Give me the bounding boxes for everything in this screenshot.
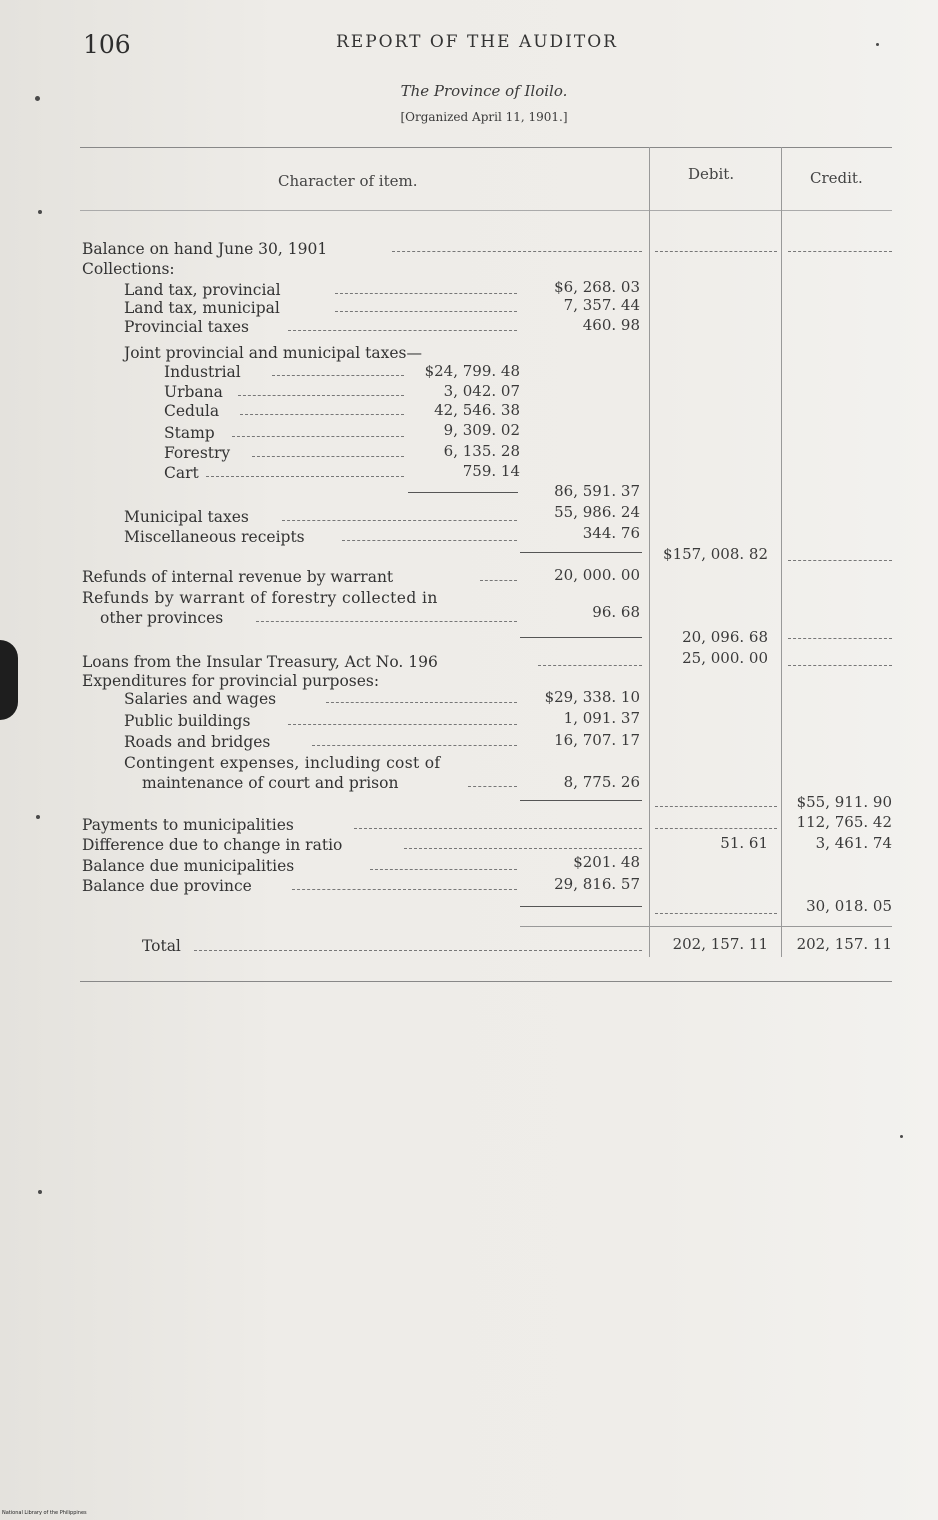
- row-label: Collections:: [82, 260, 175, 278]
- subtotal-value: 3, 042. 07: [443, 382, 520, 400]
- row-label: Balance due municipalities: [82, 857, 295, 875]
- row-label: Roads and bridges: [124, 733, 271, 751]
- total-rule: [520, 906, 642, 907]
- leader-dots: [288, 724, 517, 725]
- table-bottom-rule: [80, 981, 892, 982]
- credit-value: 112, 765. 42: [796, 813, 892, 831]
- table-header-rule: [80, 210, 892, 211]
- leader-dots: [335, 293, 517, 294]
- leader-dots: [256, 621, 517, 622]
- amount-value: $29, 338. 10: [544, 688, 640, 706]
- subtotal-value: 9, 309. 02: [443, 421, 520, 439]
- page-number: 106: [83, 30, 131, 59]
- leader-dots: [788, 560, 892, 561]
- leader-dots: [788, 638, 892, 639]
- leader-dots: [538, 665, 642, 666]
- debit-value: $157, 008. 82: [663, 545, 768, 563]
- debit-value: 51. 61: [720, 834, 768, 852]
- total-rule: [520, 637, 642, 638]
- column-header-item: Character of item.: [278, 172, 418, 190]
- leader-dots: [326, 702, 517, 703]
- leader-dots: [288, 330, 517, 331]
- row-label: Balance due province: [82, 877, 252, 895]
- leader-dots: [335, 311, 517, 312]
- row-label: Industrial: [164, 363, 241, 381]
- section-subtitle: The Province of Iloilo.: [400, 82, 568, 100]
- subtotal-rule: [408, 492, 518, 493]
- amount-value: 96. 68: [592, 603, 640, 621]
- leader-dots: [655, 828, 777, 829]
- speck: [38, 1190, 42, 1194]
- leader-dots: [655, 913, 777, 914]
- page-binding-shadow: [0, 640, 18, 720]
- leader-dots: [194, 950, 642, 951]
- page-title: REPORT OF THE AUDITOR: [336, 32, 618, 52]
- total-rule: [520, 552, 642, 553]
- speck: [38, 210, 42, 214]
- row-label: Loans from the Insular Treasury, Act No. 196: [82, 653, 438, 671]
- total-label: Total: [142, 937, 181, 955]
- total-rule: [520, 800, 642, 801]
- table-top-rule: [80, 147, 892, 148]
- footer-credit: National Library of the Philippines: [2, 1510, 87, 1516]
- speck: [900, 1135, 903, 1138]
- leader-dots: [232, 436, 404, 437]
- leader-dots: [392, 251, 642, 252]
- leader-dots: [354, 828, 642, 829]
- credit-value: 30, 018. 05: [806, 897, 892, 915]
- leader-dots: [206, 476, 404, 477]
- row-label: Land tax, provincial: [124, 281, 281, 299]
- row-label: Expenditures for provincial purposes:: [82, 672, 380, 690]
- total-top-rule: [520, 926, 892, 927]
- leader-dots: [282, 520, 517, 521]
- amount-value: 16, 707. 17: [554, 731, 640, 749]
- amount-value: 29, 816. 57: [554, 875, 640, 893]
- leader-dots: [342, 540, 517, 541]
- leader-dots: [370, 869, 517, 870]
- speck: [35, 96, 40, 101]
- credit-column-divider: [781, 147, 782, 957]
- leader-dots: [655, 251, 777, 252]
- column-header-debit: Debit.: [688, 165, 735, 183]
- subtotal-value: 759. 14: [462, 462, 520, 480]
- row-label: Stamp: [164, 424, 215, 442]
- amount-value: 8, 775. 26: [563, 773, 640, 791]
- row-label: Miscellaneous receipts: [124, 528, 305, 546]
- speck: [36, 815, 40, 819]
- row-label: Cedula: [164, 402, 220, 420]
- leader-dots: [312, 745, 517, 746]
- leader-dots: [655, 806, 777, 807]
- row-label: Municipal taxes: [124, 508, 249, 526]
- credit-value: 3, 461. 74: [815, 834, 892, 852]
- leader-dots: [240, 414, 404, 415]
- column-header-credit: Credit.: [810, 169, 863, 187]
- leader-dots: [468, 786, 517, 787]
- total-debit: 202, 157. 11: [672, 935, 768, 953]
- row-label: Difference due to change in ratio: [82, 836, 343, 854]
- row-label: Provincial taxes: [124, 318, 249, 336]
- credit-value: $55, 911. 90: [796, 793, 892, 811]
- leader-dots: [272, 375, 404, 376]
- amount-value: 344. 76: [582, 524, 640, 542]
- leader-dots: [788, 665, 892, 666]
- amount-value: 55, 986. 24: [554, 503, 640, 521]
- debit-value: 20, 096. 68: [682, 628, 768, 646]
- row-label: Balance on hand June 30, 1901: [82, 240, 328, 258]
- total-credit: 202, 157. 11: [796, 935, 892, 953]
- row-label: Cart: [164, 464, 199, 482]
- amount-value: 7, 357. 44: [563, 296, 640, 314]
- row-label: maintenance of court and prison: [142, 774, 399, 792]
- subtotal-value: $24, 799. 48: [424, 362, 520, 380]
- leader-dots: [292, 889, 517, 890]
- amount-value: 86, 591. 37: [554, 482, 640, 500]
- speck: [876, 43, 879, 46]
- debit-value: 25, 000. 00: [682, 649, 768, 667]
- row-label: other provinces: [100, 609, 224, 627]
- leader-dots: [480, 580, 517, 581]
- row-label: Public buildings: [124, 712, 251, 730]
- amount-value: 1, 091. 37: [563, 709, 640, 727]
- subtotal-value: 42, 546. 38: [434, 401, 520, 419]
- leader-dots: [238, 395, 404, 396]
- leader-dots: [252, 456, 404, 457]
- subtotal-value: 6, 135. 28: [443, 442, 520, 460]
- amount-value: $201. 48: [573, 853, 640, 871]
- leader-dots: [788, 251, 892, 252]
- row-label: Contingent expenses, including cost of: [124, 754, 441, 772]
- amount-value: 20, 000. 00: [554, 566, 640, 584]
- row-label: Salaries and wages: [124, 690, 277, 708]
- leader-dots: [404, 848, 642, 849]
- row-label: Refunds by warrant of forestry collected in: [82, 589, 438, 607]
- row-label: Payments to municipalities: [82, 816, 294, 834]
- row-label: Joint provincial and municipal taxes—: [124, 344, 422, 362]
- amount-value: 460. 98: [582, 316, 640, 334]
- organized-date: [Organized April 11, 1901.]: [400, 110, 568, 124]
- row-label: Forestry: [164, 444, 231, 462]
- amount-value: $6, 268. 03: [554, 278, 640, 296]
- row-label: Urbana: [164, 383, 223, 401]
- row-label: Refunds of internal revenue by warrant: [82, 568, 394, 586]
- row-label: Land tax, municipal: [124, 299, 280, 317]
